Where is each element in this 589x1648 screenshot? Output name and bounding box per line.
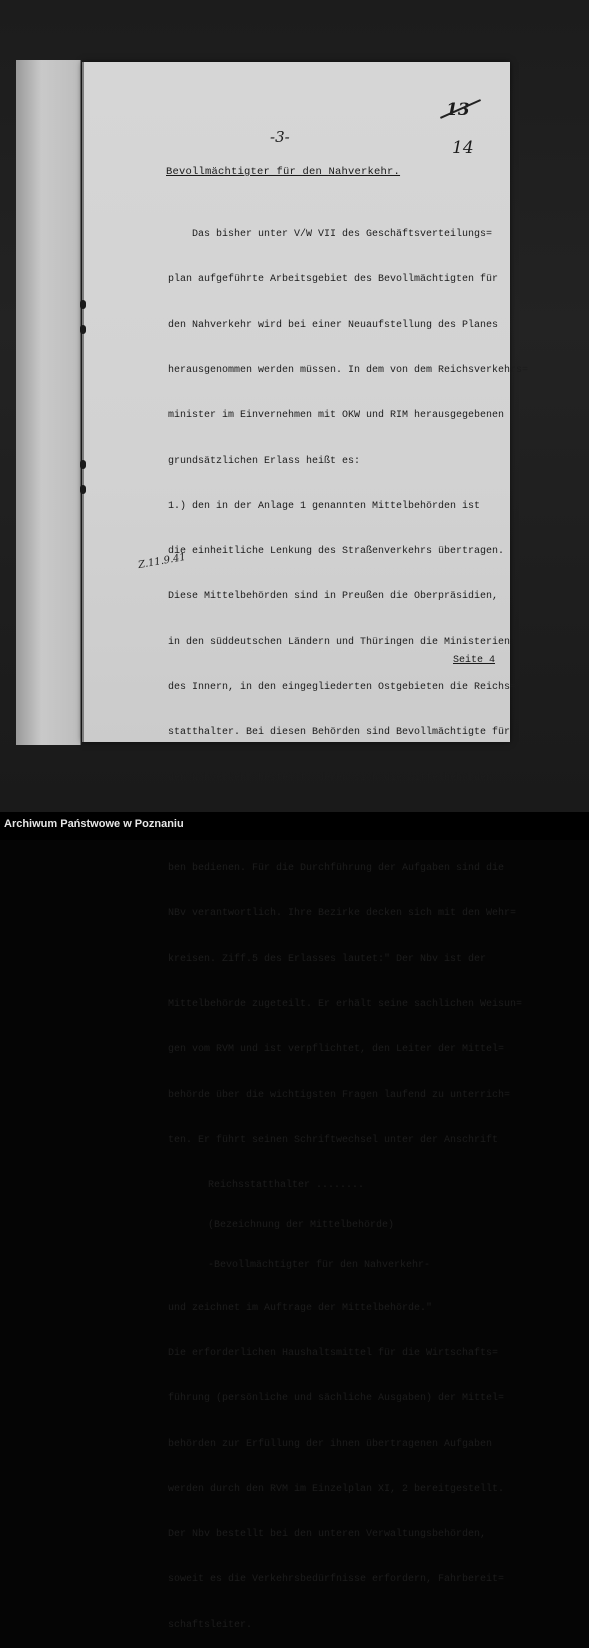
text-line: die einheitliche Lenkung des Straßenverkehrs übertragen.	[168, 546, 505, 558]
text-line: den Nahverkehr bestellt, deren sich die Mittelbehörden	[168, 772, 493, 784]
text-line: grundsätzlichen Erlass heißt es:	[168, 455, 361, 467]
text-line: statthalter. Bei diesen Behörden sind Bevollmächtigte für	[168, 727, 511, 739]
page-edge	[82, 62, 84, 742]
marginal-handwritten-note: Z.11.9.41	[137, 551, 187, 572]
text-line: schaftsleiter.	[168, 1619, 253, 1631]
new-folio-number: 14	[452, 138, 474, 158]
text-line: Das bisher unter V/W VII des Geschäftsverteilungs=	[192, 229, 493, 241]
binding-strip	[16, 60, 80, 745]
text-line: kreisen. Ziff.5 des Erlasses lautet:" Der Nbv ist der	[168, 953, 487, 965]
text-line: herausgenommen werden müssen. In dem von dem Reichsverkehrs=	[168, 365, 529, 377]
text-line: den Nahverkehr wird bei einer Neuaufstellung des Planes	[168, 319, 499, 331]
text-line: soweit es die Verkehrsbedürfnisse erfordern, Fahrbereit=	[168, 1574, 505, 1586]
address-line: -Bevollmächtigter für den Nahverkehr-	[208, 1260, 431, 1272]
text-line: gen vom RVM und ist verpflichtet, den Leiter der Mittel=	[168, 1044, 505, 1056]
text-line: plan aufgeführte Arbeitsgebiet des Bevollmächtigten für	[168, 274, 499, 286]
text-line: des Innern, in den eingegliederten Ostgebieten die Reichs=	[168, 682, 517, 693]
text-line: behörde über die wichtigsten Fragen laufend zu unterrich=	[168, 1089, 511, 1101]
address-line: Reichsstatthalter ........	[208, 1180, 365, 1192]
text-line: ben bedienen. Für die Durchführung der Aufgaben sind die	[168, 863, 505, 875]
text-line: Die erforderlichen Haushaltsmittel für die Wirtschafts=	[168, 1347, 499, 1359]
punch-hole	[80, 300, 86, 309]
old-folio-number: 13	[446, 100, 470, 120]
text-line: Der Nbv bestellt bei den unteren Verwaltungsbehörden,	[168, 1529, 487, 1541]
archive-footer	[0, 812, 589, 840]
text-line: werden durch den RVM im Einzelplan XI, 2 bereitgestellt.	[168, 1483, 505, 1495]
text-line: NBv verantwortlich. Ihre Bezirke decken sich mit den Wehr=	[168, 908, 517, 920]
text-line: führung (persönliche und sächliche Ausgaben) der Mittel=	[168, 1393, 505, 1405]
text-line: minister im Einvernehmen mit OKW und RIM herausgegebenen	[168, 410, 505, 422]
punch-hole	[80, 485, 86, 494]
punch-hole	[80, 460, 86, 469]
archive-credit: Archiwum Państwowe w Poznaniu	[4, 818, 184, 830]
text-line: ten. Er führt seinen Schriftwechsel unter der Anschrift	[168, 1134, 499, 1146]
page-number-typed: -3-	[270, 128, 290, 146]
continuation-label: Seite 4	[453, 655, 496, 666]
address-line: (Bezeichnung der Mittelbehörde)	[208, 1220, 395, 1232]
text-line: Mittelbehörde zugeteilt. Er erhält seine sachlichen Weisun=	[168, 998, 523, 1010]
text-line: in den süddeutschen Ländern und Thüringen die Ministerien	[168, 636, 511, 648]
text-line: Diese Mittelbehörden sind in Preußen die Oberpräsidien,	[168, 591, 499, 603]
text-line: 1.) den in der Anlage 1 genannten Mittelbehörden ist	[168, 500, 481, 512]
punch-hole	[80, 325, 86, 334]
text-line: und zeichnet im Auftrage der Mittelbehörde."	[168, 1302, 433, 1314]
text-line: behörden zur Erfüllung der ihnen übertragenen Aufgaben	[168, 1438, 493, 1450]
section-heading: Bevollmächtigter für den Nahverkehr.	[166, 166, 401, 178]
body-text	[168, 197, 529, 1648]
